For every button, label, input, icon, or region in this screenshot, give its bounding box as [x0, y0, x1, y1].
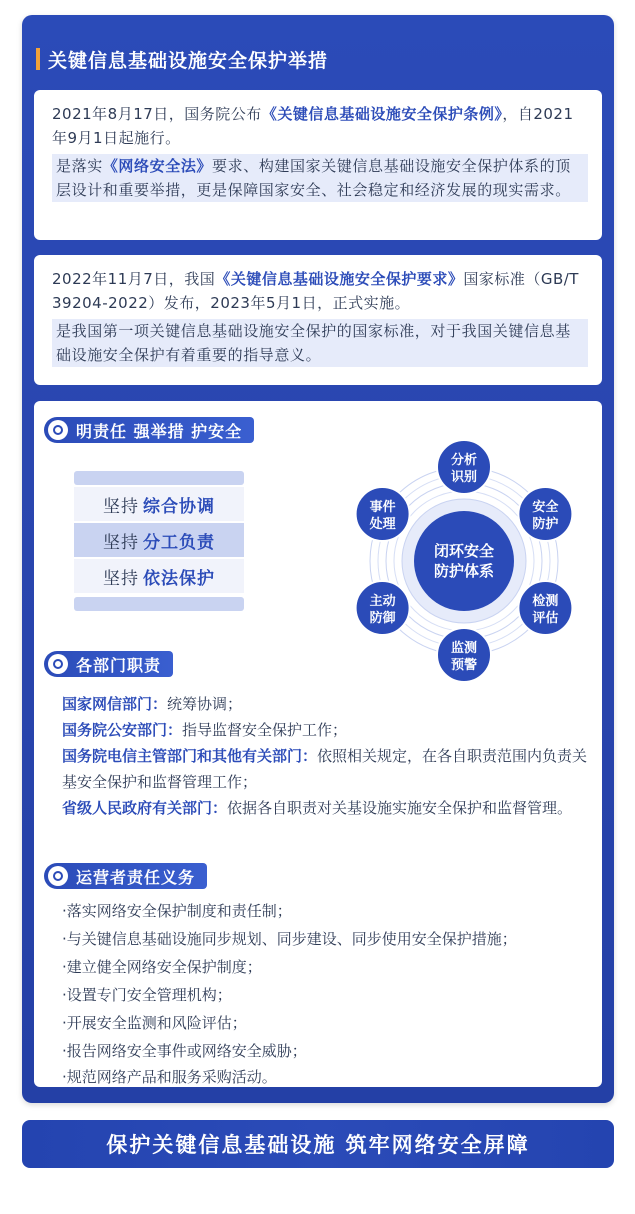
cycle-node-label: 检测 [532, 594, 559, 609]
section-title [36, 45, 328, 73]
standard-announcement [52, 267, 588, 315]
principle-item [74, 487, 244, 521]
operator-obligation: ·落实网络安全保护制度和责任制； [62, 902, 292, 920]
principle-item [74, 559, 244, 593]
department-name: 国务院电信主管部门和其他有关部门： [62, 747, 318, 765]
footer-slogan: 保护关键信息基础设施 筑牢网络安全屏障 [106, 1133, 530, 1157]
department-duty-text: 依照相关规定，在各自职责范围内负责关基安全保护和监督管理工作； [62, 747, 588, 791]
cycle-node-label: 评估 [532, 611, 559, 626]
cycle-node [356, 487, 410, 541]
target-icon [48, 866, 68, 886]
cycle-node-label: 安全 [532, 500, 559, 515]
standard-date-suffix: 国家标准（GB/T 39204-2022）发布，2023年5月1日，正式实施。 [52, 270, 579, 312]
center-circle [414, 511, 514, 611]
department-duty [62, 795, 592, 821]
department-name: 国务院公安部门： [62, 721, 183, 739]
regulation-date-prefix: 2021年8月17日，国务院公布 [52, 105, 262, 123]
principle-item [74, 523, 244, 557]
operator-obligation: ·与关键信息基础设施同步规划、同步建设、同步使用安全保护措施； [62, 930, 517, 948]
operator-obligation: ·开展安全监测和风险评估； [62, 1014, 247, 1032]
principle-prefix: 坚持 [103, 496, 139, 517]
cycle-node [437, 440, 491, 494]
operator-obligation: ·规范网络产品和服务采购活动。 [62, 1068, 277, 1086]
principle-accent: 依法保护 [143, 568, 215, 589]
policy-card-standard [34, 255, 602, 385]
cycle-node-label: 处理 [369, 517, 396, 532]
target-icon [48, 654, 68, 674]
principle-prefix: 坚持 [103, 568, 139, 589]
main-panel [22, 15, 614, 1103]
departments-pill-label: 各部门职责 [76, 655, 162, 675]
highlight-suffix: 要求、构建国家关键信息基础设施安全保护体系的顶层设计和重要举措，更是保障国家安全、社会稳定和经济发展的现实需求。 [56, 157, 571, 199]
operators-pill [44, 863, 207, 889]
highlight-prefix: 是落实 [56, 157, 103, 175]
closed-loop-diagram [324, 431, 594, 691]
regulation-highlight [52, 154, 588, 202]
departments-pill [44, 651, 173, 677]
department-duty-text: 指导监督安全保护工作； [182, 721, 348, 739]
cycle-node-label: 识别 [450, 470, 478, 485]
principle-accent: 综合协调 [143, 496, 215, 517]
standard-doc-name: 《关键信息基础设施安全保护要求》 [215, 270, 464, 288]
cycle-node-label: 分析 [450, 453, 478, 468]
cycle-node [518, 487, 572, 541]
footer-slogan-bar [22, 1120, 614, 1168]
regulation-date-suffix: ，自2021年9月1日起施行。 [52, 105, 574, 147]
regulation-doc-name: 《关键信息基础设施安全保护条例》 [261, 105, 503, 123]
policy-card-regulation [34, 90, 602, 240]
department-duty-text: 依据各自职责对关基设施实施安全保护和监督管理。 [227, 799, 573, 817]
department-name: 省级人民政府有关部门： [62, 799, 228, 817]
standard-date-prefix: 2022年11月7日，我国 [52, 270, 216, 288]
target-icon [48, 420, 68, 440]
cycle-node-label: 预警 [450, 658, 478, 673]
center-label-line2: 防护体系 [433, 562, 495, 580]
department-name: 国家网信部门： [62, 695, 168, 713]
responsibility-pill [44, 417, 254, 443]
regulation-announcement [52, 102, 588, 150]
department-duty [62, 691, 592, 717]
stack-bottom-bar [74, 597, 244, 611]
standard-highlight: 是我国第一项关键信息基础设施安全保护的国家标准，对于我国关键信息基础设施安全保护有着重要的指导意义。 [52, 319, 588, 367]
department-duty-text: 统筹协调； [167, 695, 243, 713]
principle-prefix: 坚持 [103, 532, 139, 553]
cycle-node-label: 防御 [369, 611, 396, 626]
title-accent-bar [36, 48, 40, 70]
cycle-node [437, 628, 491, 682]
operator-obligation: ·设置专门安全管理机构； [62, 986, 232, 1004]
center-label-line1: 闭环安全 [433, 542, 495, 560]
department-duty [62, 717, 592, 743]
cycle-node-label: 事件 [369, 500, 396, 515]
cycle-node-label: 主动 [369, 594, 396, 609]
cycle-node-label: 防护 [532, 517, 559, 532]
department-duty [62, 743, 592, 795]
operator-obligation: ·建立健全网络安全保护制度； [62, 958, 262, 976]
cycle-node [356, 581, 410, 635]
stack-top-bar [74, 471, 244, 485]
cycle-node [518, 581, 572, 635]
cycle-node-label: 监测 [450, 641, 478, 656]
highlight-law: 《网络安全法》 [102, 157, 213, 175]
page-title: 关键信息基础设施安全保护举措 [48, 49, 329, 72]
responsibility-pill-label: 明责任 强举措 护安全 [76, 421, 243, 441]
principle-accent: 分工负责 [143, 532, 215, 553]
measures-card [34, 401, 602, 1087]
operators-pill-label: 运营者责任义务 [76, 867, 196, 887]
operator-obligation: ·报告网络安全事件或网络安全威胁； [62, 1042, 307, 1060]
